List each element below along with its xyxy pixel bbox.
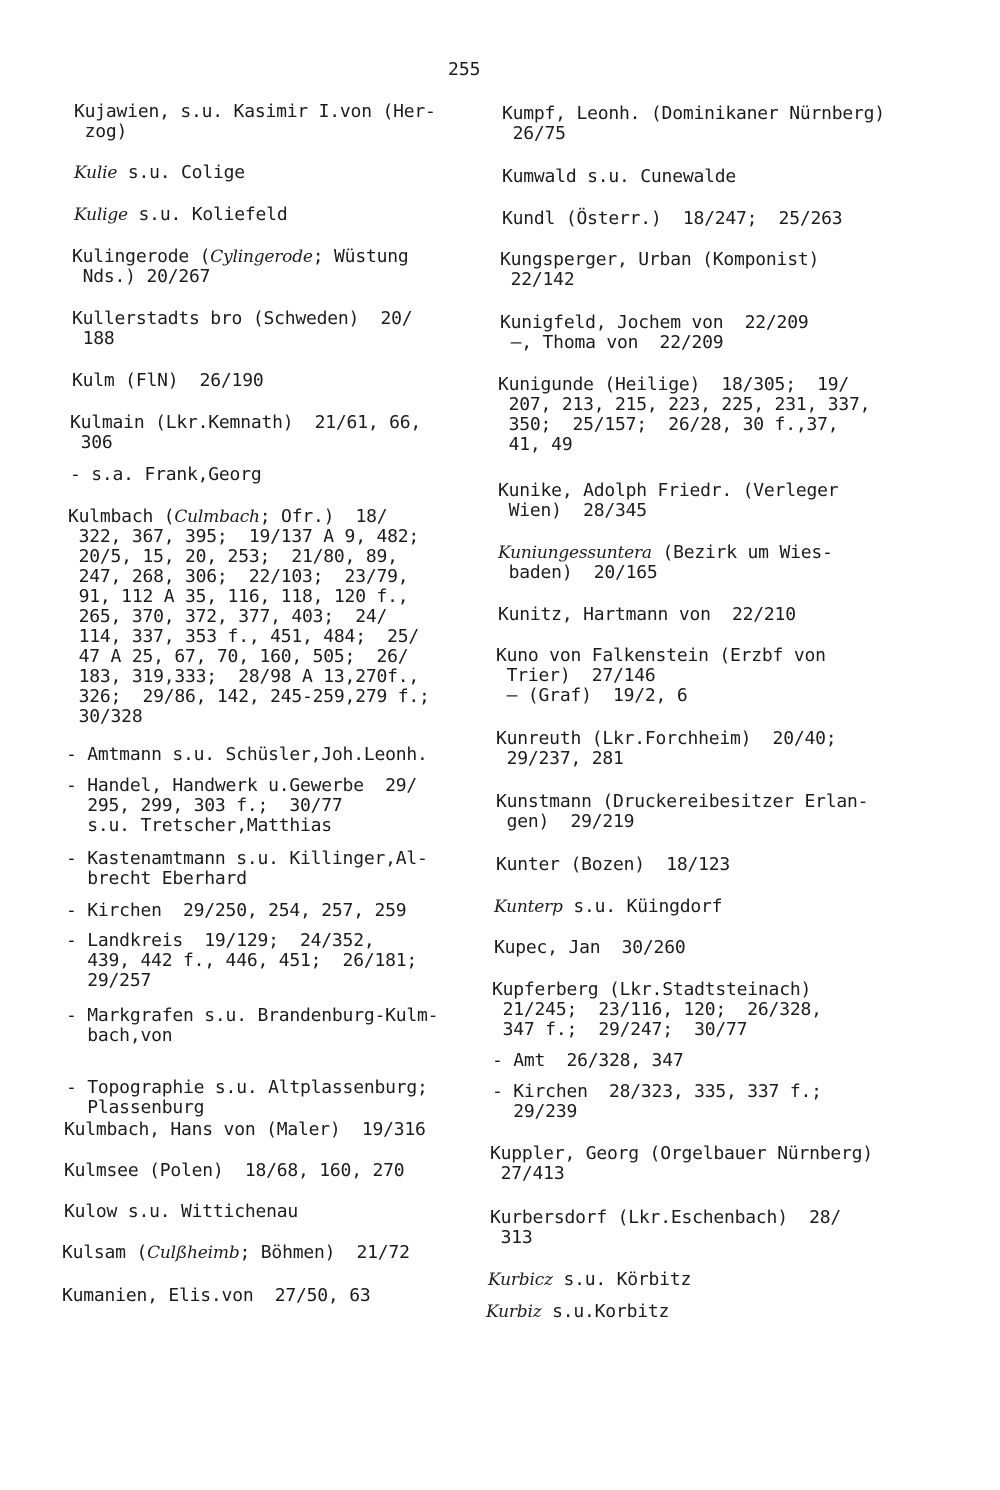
index-left-entry: Kulmsee (Polen) 18/68, 160, 270 <box>64 1160 405 1181</box>
index-left-entry: Kulmain (Lkr.Kemnath) 21/61, 66, 306 <box>70 412 422 453</box>
index-left-entry: Kulie s.u. Colige <box>74 162 245 183</box>
index-right-entry: Kumwald s.u. Cunewalde <box>502 166 737 187</box>
index-left-entry: - Kirchen 29/250, 254, 257, 259 <box>66 900 407 921</box>
index-left-entry: Kulmbach, Hans von (Maler) 19/316 <box>64 1119 426 1140</box>
index-left-entry: Kulmbach (Culmbach; Ofr.) 18/ 322, 367, 395; 19/137 A 9, 482; 20/5, 15, 20, 253; 21/80, 89, 247, 268, 306; 22/103; 23/79, 91, 112 A 35, 116, 118, 120 f., 265, 370, 372, 377, 403; 24/ 114, 337, 353 f., 451, 484; 25/ 47 A 25, 67, 70, 160, 505; 26/ 183, 319,333; 28/98 A 13,270f., 326; 29/86, 142, 245-259,279 f.; 30/328 <box>68 506 430 727</box>
index-right-entry: Kupferberg (Lkr.Stadtsteinach) 21/245; 23/116, 120; 26/328, 347 f.; 29/247; 30/77 <box>492 979 822 1040</box>
index-right-entry: Kurbersdorf (Lkr.Eschenbach) 28/ 313 <box>490 1207 842 1248</box>
index-right-entry: Kunter (Bozen) 18/123 <box>496 854 731 875</box>
index-right-entry: Kurbicz s.u. Körbitz <box>488 1269 692 1290</box>
index-right-entry: Kuno von Falkenstein (Erzbf von Trier) 27/146 — (Graf) 19/2, 6 <box>496 645 826 706</box>
index-right-entry: Kuniungessuntera (Bezirk um Wies- baden) 20/165 <box>498 542 833 583</box>
index-left-entry: Kulow s.u. Wittichenau <box>64 1201 299 1222</box>
index-right-entry: Kundl (Österr.) 18/247; 25/263 <box>502 208 843 229</box>
index-left-entry: - Amtmann s.u. Schüsler,Joh.Leonh. <box>66 744 428 765</box>
index-left-entry: - Kastenamtmann s.u. Killinger,Al- brecht Eberhard <box>66 848 428 889</box>
index-left-entry: Kulingerode (Cylingerode; Wüstung Nds.) 20/267 <box>72 246 409 287</box>
index-left-entry: - Topographie s.u. Altplassenburg; Plassenburg <box>66 1077 428 1118</box>
index-right-entry: Kupec, Jan 30/260 <box>494 937 686 958</box>
index-right-entry: Kurbiz s.u.Korbitz <box>486 1301 670 1322</box>
index-right-entry: Kumpf, Leonh. (Dominikaner Nürnberg) 26/75 <box>502 103 885 144</box>
index-left-entry: Kumanien, Elis.von 27/50, 63 <box>62 1285 371 1306</box>
index-right-entry: - Amt 26/328, 347 <box>492 1050 684 1071</box>
index-right-entry: Kunterp s.u. Küingdorf <box>494 896 723 917</box>
index-right-entry: Kunike, Adolph Friedr. (Verleger Wien) 28/345 <box>498 480 839 521</box>
index-right-entry: - Kirchen 28/323, 335, 337 f.; 29/239 <box>492 1081 822 1122</box>
index-left-entry: Kulsam (Culßheimb; Böhmen) 21/72 <box>62 1242 410 1263</box>
page-number: 255 <box>448 59 481 80</box>
index-right-entry: Kuppler, Georg (Orgelbauer Nürnberg) 27/413 <box>490 1143 873 1184</box>
index-left-entry: - Handel, Handwerk u.Gewerbe 29/ 295, 299, 303 f.; 30/77 s.u. Tretscher,Matthias <box>66 775 418 836</box>
index-right-entry: Kungsperger, Urban (Komponist) 22/142 <box>500 249 820 290</box>
index-left-entry: - Landkreis 19/129; 24/352, 439, 442 f., 446, 451; 26/181; 29/257 <box>66 930 418 991</box>
index-left-entry: Kulm (FlN) 26/190 <box>72 370 264 391</box>
index-right-entry: Kunigunde (Heilige) 18/305; 19/ 207, 213, 215, 223, 225, 231, 337, 350; 25/157; 26/28, 30 f.,37, 41, 49 <box>498 374 871 455</box>
index-left-entry: Kulige s.u. Koliefeld <box>74 204 288 225</box>
index-left-entry: Kujawien, s.u. Kasimir I.von (Her- zog) <box>74 101 436 142</box>
index-left-entry: - Markgrafen s.u. Brandenburg-Kulm- bach,von <box>66 1005 439 1046</box>
index-right-entry: Kunigfeld, Jochem von 22/209 —, Thoma von 22/209 <box>500 312 809 353</box>
index-right-entry: Kunitz, Hartmann von 22/210 <box>498 604 796 625</box>
index-right-entry: Kunreuth (Lkr.Forchheim) 20/40; 29/237, 281 <box>496 728 837 769</box>
index-left-entry: - s.a. Frank,Georg <box>70 464 262 485</box>
index-right-entry: Kunstmann (Druckereibesitzer Erlan- gen) 29/219 <box>496 791 869 832</box>
index-left-entry: Kullerstadts bro (Schweden) 20/ 188 <box>72 308 413 349</box>
